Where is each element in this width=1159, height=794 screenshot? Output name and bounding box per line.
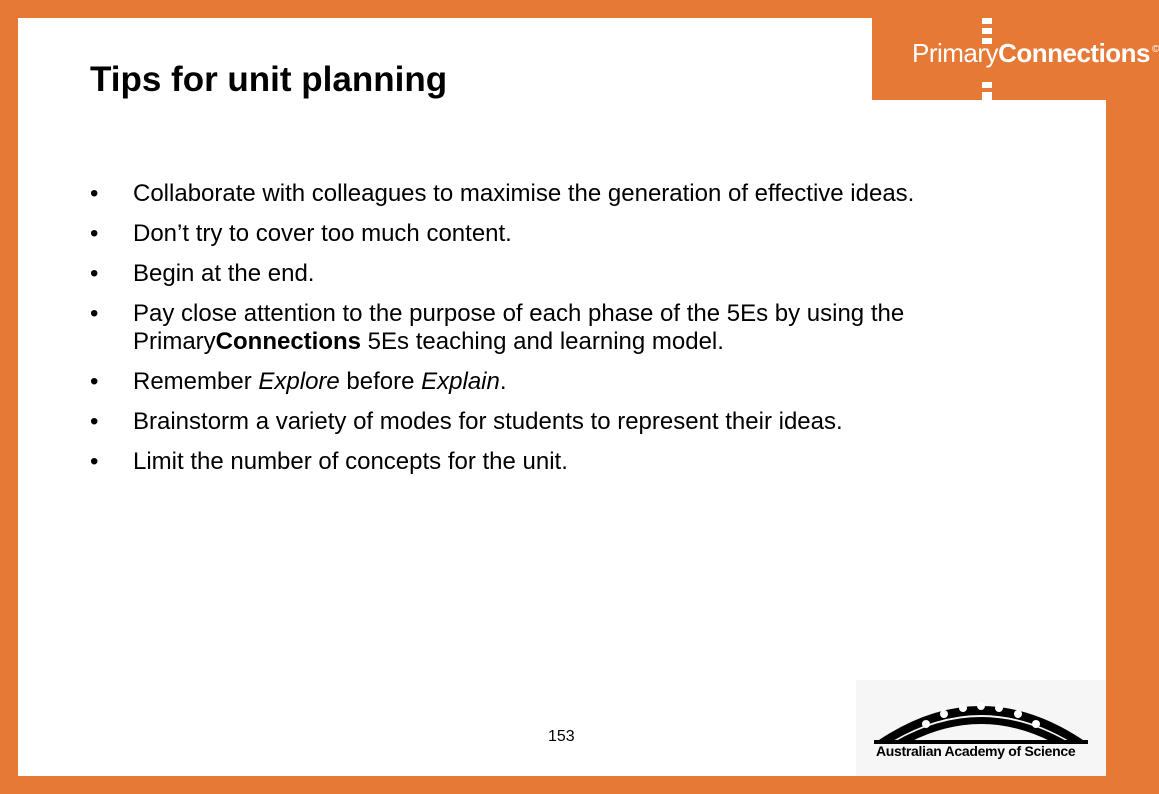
bullet-text: before (339, 368, 422, 395)
bullet-marker: • (90, 180, 99, 207)
bullet-list (90, 180, 1020, 488)
bullet-marker: • (90, 260, 99, 287)
logo-primary: Primary (912, 38, 999, 68)
bullet-text: Pay close attention to the purpose of each phase of the 5Es by using the Primary (133, 300, 905, 355)
logo-connections: Connections (998, 38, 1151, 68)
bullet-text: Remember (133, 368, 259, 395)
bullet-item (90, 300, 1020, 356)
bullet-item (90, 180, 1020, 208)
bullet-item (90, 368, 1020, 396)
logo-copyright: © (1152, 44, 1159, 56)
bullet-marker: • (90, 300, 99, 327)
bullet-text: Begin at the end. (133, 260, 315, 287)
bullet-text: Explain (421, 368, 500, 395)
bullet-text: Explore (258, 368, 340, 395)
bullet-item (90, 220, 1020, 248)
bullet-text: 5Es teaching and learning model. (361, 328, 724, 355)
bullet-text: . (499, 368, 507, 395)
slide-title: Tips for unit planning (90, 60, 448, 99)
bullet-marker: • (90, 220, 99, 247)
bullet-text: Brainstorm a variety of modes for students to represent their ideas. (133, 408, 843, 435)
academy-name: Australian Academy of Science (876, 743, 1076, 759)
bullet-item (90, 408, 1020, 436)
australian-academy-of-science-logo (856, 680, 1106, 776)
bullet-marker: • (90, 408, 99, 435)
academy-dome-icon (856, 680, 1106, 776)
bullet-text: Don’t try to cover too much content. (133, 220, 512, 247)
bullet-text: Connections (215, 328, 362, 355)
bullet-marker: • (90, 448, 99, 475)
page-number: 153 (548, 728, 575, 745)
bullet-marker: • (90, 368, 99, 395)
bullet-text: Collaborate with colleagues to maximise the generation of effective ideas. (133, 180, 915, 207)
primary-connections-logo (912, 38, 1159, 69)
bullet-item (90, 260, 1020, 288)
bullet-item (90, 448, 1020, 476)
bullet-text: Limit the number of concepts for the unit. (133, 448, 568, 475)
